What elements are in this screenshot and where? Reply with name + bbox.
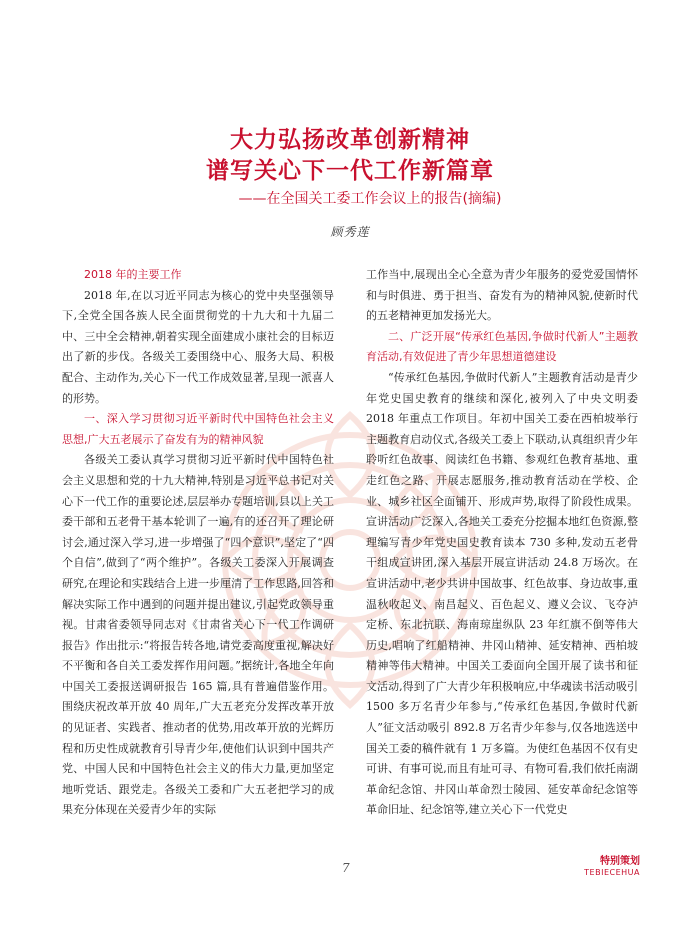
article-title-block (0, 125, 700, 210)
paragraph-section-2: “传承红色基因,争做时代新人”主题教育活动是青少年党史国史教育的继续和深化,被列入了中央文明委 2018 年重点工作项目。年初中国关工委在西柏坡举行主题教育启动仪式,各级关工委上下联动,认真组织青少年聆听红色故事、阅读红色书籍、参观红色教育基地、重走红色之路、开展志愿服务,推动教育活动在学校、企业、城乡社区全面铺开、形成声势,取得了阶段性成果。宣讲活动广泛深入,各地关工委充分挖掘本地红色资源,整理编写青少年党史国史教育读本 730 多种,发动五老骨干组成宣讲团,深入基层开展宣讲活动 24.8 万场次。在宣讲活动中,老少共讲中国故事、红色故事、身边故事,重温秋收起义、南昌起义、百色起义、遵义会议、飞夺泸定桥、东北抗联、海南琼崖纵队 23 年红旗不倒等伟大历史,唱响了红船精神、井冈山精神、延安精神、西柏坡精神等伟大精神。中国关工委面向全国开展了读书和征文活动,得到了广大青少年积极响应,中华魂读书活动吸引 1500 多万名青少年参与,“传承红色基因,争做时代新人”征文活动吸引 892.8 万名青少年参与,仅各地选送中国关工委的稿件就有 1 万多篇。为使红色基因不仅有史可讲、有事可说,而且有址可寻、有物可看,我们依托南湖革命纪念馆、井冈山革命烈士陵园、延安革命纪念馆等革命旧址、纪念馆等,建立关心下一代党史 (366, 370, 638, 817)
section-heading-1: 一、深入学习贯彻习近平新时代中国特色社会主义思想,广大五老展示了奋发有为的精神风貌 (62, 412, 334, 446)
section-brand-pinyin: TEBIECEHUA (584, 868, 640, 877)
paragraph-section-1: 各级关工委认真学习贯彻习近平新时代中国特色社会主义思想和党的十九大精神,特别是习近平总书记对关心下一代工作的重要论述,层层举办专题培训,县以上关工委干部和五老骨干基本轮训了一遍,有的还召开了理论研讨会,通过深入学习,进一步增强了“四个意识”,坚定了“四个自信”,做到了“两个维护”。各级关工委深入开展调查研究,在理论和实践结合上进一步厘清了工作思路,回答和解决实际工作中遇到的问题并提出建议,引起党政领导重视。甘肃省委领导同志对《甘肃省关心下一代工作调研报告》作出批示:“将报告转各地,请党委高度重视,解决好不平衡和各自关工委发挥作用问题。”据统计,各地全年向中国关工委报送调研报告 165 篇,具有普遍借鉴作用。围绕庆祝改革开放 40 周年,广大五老充分发挥改革开放的见证者、实践者、推动者的优势,用改革开放的光辉历程和历史性成就教育引导青少年,使他们认识到中国共产党、中国人民和中国特色社会主义的伟大力量,更加坚定地听党话、跟党走。各级关工委和广大五老把学习的成果充分体现在关爱青少年的实际 (62, 453, 334, 817)
article-title-line-1: 大力弘扬改革创新精神 (230, 127, 470, 153)
left-column (62, 265, 334, 821)
paragraph-continued: 工作当中,展现出全心全意为青少年服务的爱党爱国情怀和与时俱进、勇于担当、奋发有为的精神风貌,使新时代的五老精神更加发扬光大。 (366, 268, 638, 323)
page-number: 7 (342, 861, 350, 875)
section-brand-chinese: 特别策划 (600, 856, 640, 867)
paragraph-intro: 2018 年,在以习近平同志为核心的党中央坚强领导下,全党全国各族人民全面贯彻党的十九大和十九届二中、三中全会精神,朝着实现全面建成小康社会的目标迈出了新的步伐。各级关工委围绕中心、服务大局、积极配合、主动作为,关心下一代工作成效显著,呈现一派喜人的形势。 (62, 288, 334, 405)
article-title-line-2: 谱写关心下一代工作新篇章 (206, 158, 494, 184)
section-brand (584, 855, 640, 878)
right-column (366, 265, 638, 821)
section-heading-2: 二、广泛开展“传承红色基因,争做时代新人”主题教育活动,有效促进了青少年思想道德建设 (366, 329, 638, 364)
section-heading-main-work: 2018 年的主要工作 (84, 268, 182, 281)
article-subtitle: ——在全国关工委工作会议上的报告(摘编) (238, 191, 502, 207)
author-name: 顾秀莲 (330, 225, 370, 239)
